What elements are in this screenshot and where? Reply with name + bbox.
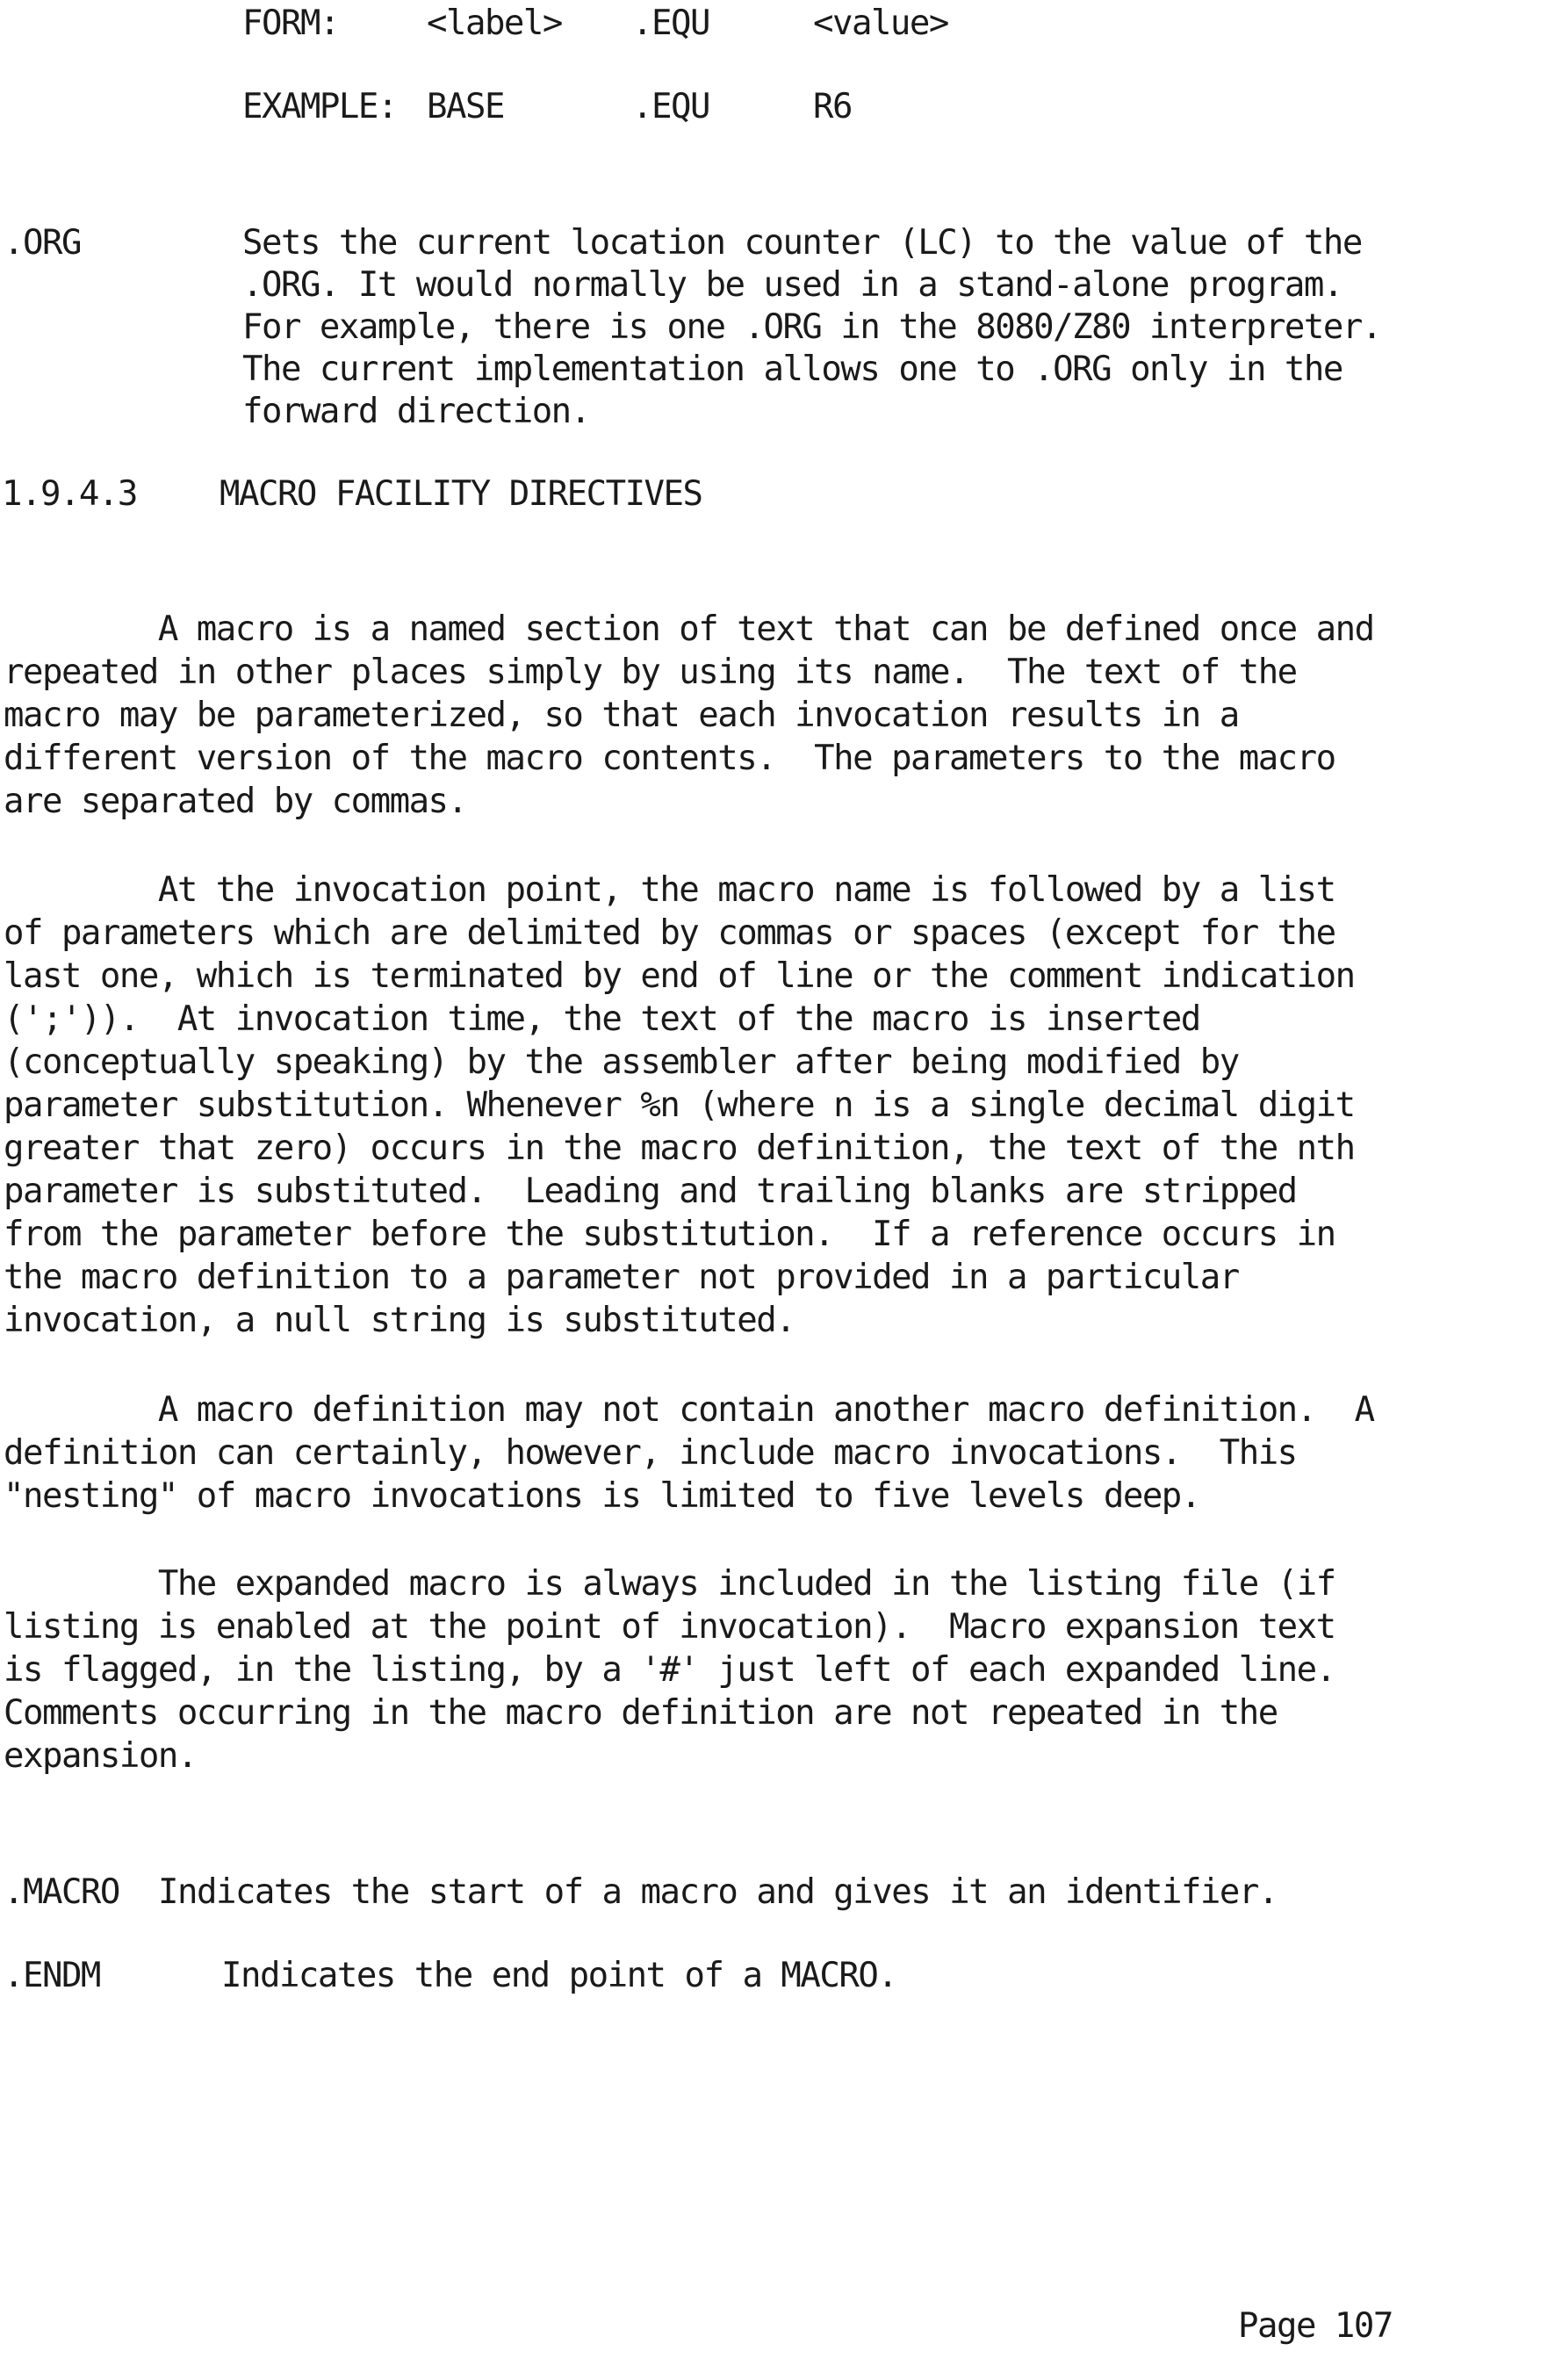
equ-example-arg2: R6 — [813, 87, 852, 126]
paragraph-line: definition can certainly, however, include macro invocations. This — [4, 1433, 1297, 1473]
org-line: The current implementation allows one to .ORG only in the — [242, 350, 1342, 389]
org-line: forward direction. — [242, 392, 590, 431]
paragraph-line: parameter is substituted. Leading and trailing blanks are stripped — [4, 1172, 1297, 1211]
paragraph-line: The expanded macro is always included in the listing file (if — [4, 1564, 1335, 1604]
equ-example-op: .EQU — [632, 87, 709, 126]
paragraph-line: expansion. — [4, 1736, 197, 1776]
section-number: 1.9.4.3 — [2, 474, 137, 514]
paragraph-line: (conceptually speaking) by the assembler after being modified by — [4, 1042, 1239, 1082]
paragraph-line: is flagged, in the listing, by a '#' just left of each expanded line. — [4, 1650, 1335, 1690]
equ-form-label: FORM: — [242, 4, 339, 43]
paragraph-line: (';')). At invocation time, the text of the macro is inserted — [4, 999, 1200, 1039]
paragraph-line: macro may be parameterized, so that each invocation results in a — [4, 696, 1239, 735]
paragraph-line: listing is enabled at the point of invocation). Macro expansion text — [4, 1607, 1335, 1647]
endm-directive-text: Indicates the end point of a MACRO. — [221, 1956, 897, 1995]
equ-example-label: EXAMPLE: — [242, 87, 397, 126]
paragraph-line: Comments occurring in the macro definition are not repeated in the — [4, 1693, 1278, 1733]
macro-directive-text: Indicates the start of a macro and gives it an identifier. — [158, 1872, 1278, 1912]
org-directive-name: .ORG — [4, 223, 81, 263]
equ-example-arg1: BASE — [427, 87, 504, 126]
endm-directive-name: .ENDM — [4, 1956, 100, 1995]
equ-form-arg2: <value> — [813, 4, 948, 43]
page-number: Page 107 — [1238, 2306, 1393, 2346]
paragraph-line: A macro definition may not contain another macro definition. A — [4, 1390, 1374, 1430]
equ-form-arg1: <label> — [427, 4, 562, 43]
paragraph-line: parameter substitution. Whenever %n (where n is a single decimal digit — [4, 1085, 1355, 1125]
paragraph-line: the macro definition to a parameter not provided in a particular — [4, 1258, 1239, 1297]
org-line: For example, there is one .ORG in the 8080/Z80 interpreter. — [242, 307, 1381, 347]
section-title: MACRO FACILITY DIRECTIVES — [220, 474, 702, 514]
paragraph-line: from the parameter before the substitution. If a reference occurs in — [4, 1215, 1335, 1254]
paragraph-line: of parameters which are delimited by commas or spaces (except for the — [4, 913, 1335, 953]
paragraph-line: repeated in other places simply by using its name. The text of the — [4, 653, 1297, 692]
equ-form-op: .EQU — [632, 4, 709, 43]
paragraph-line: last one, which is terminated by end of line or the comment indication — [4, 956, 1355, 996]
org-line: .ORG. It would normally be used in a stand-alone program. — [242, 265, 1342, 305]
paragraph-line: invocation, a null string is substituted. — [4, 1301, 795, 1340]
paragraph-line: greater that zero) occurs in the macro definition, the text of the nth — [4, 1129, 1355, 1168]
paragraph-line: different version of the macro contents. The parameters to the macro — [4, 739, 1335, 778]
paragraph-line: are separated by commas. — [4, 782, 467, 821]
org-line: Sets the current location counter (LC) to the value of the — [242, 223, 1362, 263]
paragraph-line: At the invocation point, the macro name is followed by a list — [4, 870, 1335, 910]
paragraph-line: A macro is a named section of text that can be defined once and — [4, 609, 1374, 649]
paragraph-line: "nesting" of macro invocations is limited to five levels deep. — [4, 1476, 1200, 1516]
macro-directive-name: .MACRO — [4, 1872, 119, 1912]
